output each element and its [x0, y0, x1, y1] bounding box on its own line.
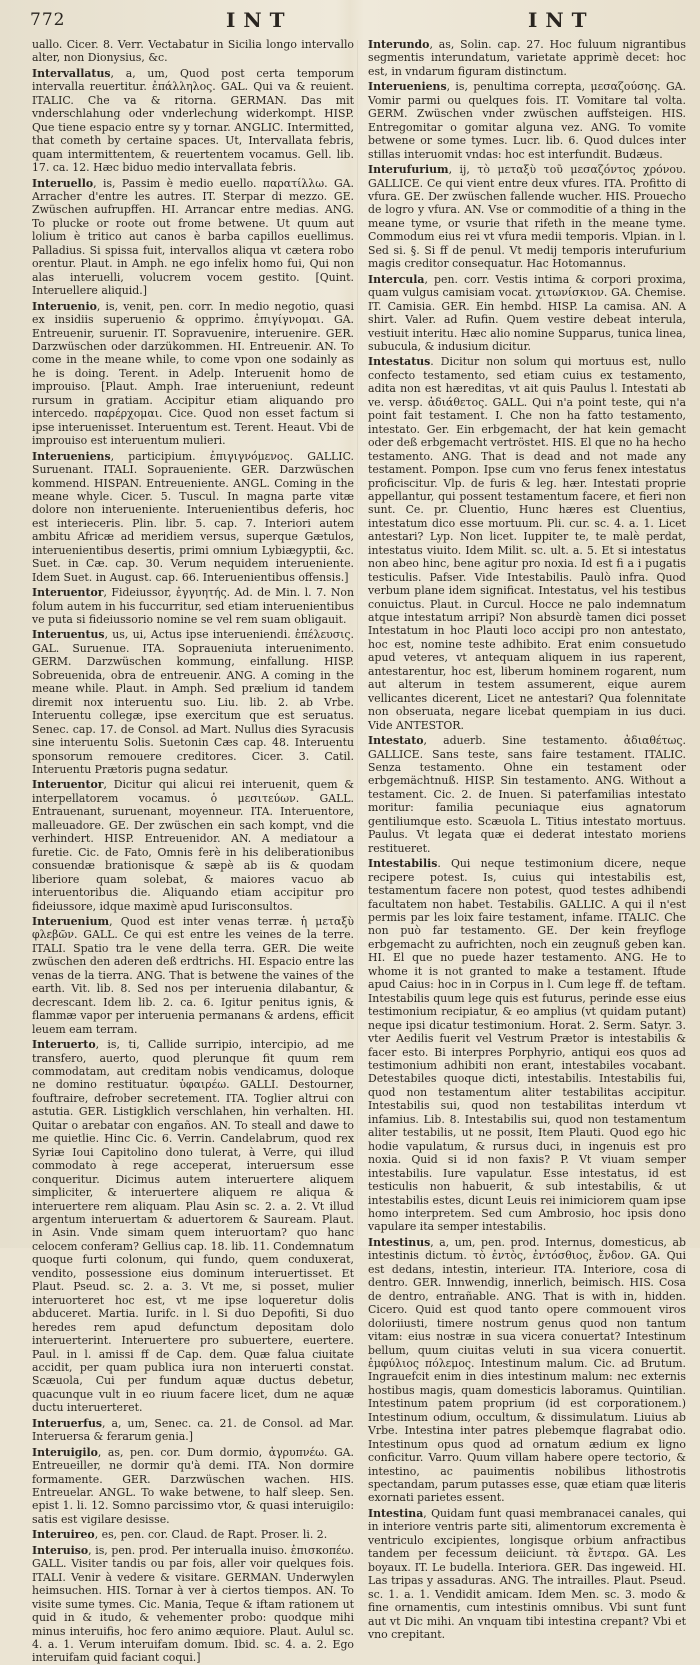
entry-text: , is, ti, Callide surripio, intercipio, ad me transfero, auerto, quod plerunque fit quum rem commodatam, aut creditam nobis vendicamus, doloque ne domino restituatur. ὑφαιρέω. GALLI. Destourner, fouftraire, defrober secretement. ITA. Toglier altrui con astutia. GER. Listigklich verschlahen, hin verhalten. HI. Quitar o arebatar con engaños. AN. To steall and dawe to me quietlie. Hinc Cic. 6. Verrin. Candelabrum, quod rex Syriæ Ioui Capitolino dono tulerat, à Verre, qui illud commodato à rege acceperat, interuersum esse conqueritur. Dicimus autem interuertere aliquem simpliciter, & interuertere aliquem re aliqua & interuertere rem aliquam. Plau Asin sc. 2. a. 2. Vt illud argentum interuertam & aduertorem & Sauream. Plaut. in Asin. Vnde simam quem interuortam? quo hanc celocem conferam? Gellius cap. 18. lib. 11. Condemnatum quoque furti colonum, qui fundo, quem conduxerat, vendito, possessione eius dominum interuertisset. Et Plaut. Pseud. sc. 2. a. 3. Vt me, si posset, mulier interuorteret hoc est, vt me ipse loqueretur dolis abduceret. Martia. Iurifc. in l. Si duo Depofiti, Si duo heredes rem apud defunctum depositam dolo interuerterint. Interuertere pro subuertere, euertere. Paul. in l. amissi ff de Cap. dem. Quæ falua ciuitate accidit, per quam publica iura non interuerti constat. Scæuola, Cui per fundum aquæ ductus debetur, quacunque vult in eo riuum facere licet, dum ne aquæ ductu interuerteret.: [32, 1038, 354, 1415]
dictionary-entry: [368, 1236, 686, 1505]
dictionary-entry: [32, 1544, 354, 1665]
dictionary-entry: [368, 163, 686, 271]
dictionary-entry: [32, 1528, 354, 1541]
dictionary-entry: [32, 1038, 354, 1415]
dictionary-entry: [32, 450, 354, 585]
entry-text: , ij, τὸ μεταξὺ τοῦ μεσαζόντος χρόνου. GALLICE. Ce qui vient entre deux vfures. ITA. Profitto di vfura. GE. Der zwüschen fallende wucher. HIS. Prouecho de logro y vfura. AN. Vse or commoditie of a thing in the meane tyme, or vsurie that rifeth in the meane tyme. Commodum eius rei vt vfura medii temporis. Vlpian. in l. Sed si. §. Si ff de penul. Vt medij temporis interufurium magis creditor consequatur. Hac Hotomannus.: [368, 163, 686, 271]
dictionary-entry: [32, 1417, 354, 1444]
dictionary-entry: [368, 734, 686, 855]
entry-text: , participium. ἐπιγιγνόμενος. GALLIC. Suruenant. ITALI. Sopraueniente. GER. Darzwüschen kommend. HISPAN. Entreueniente. ANGL. Coming in the meane whyle. Cicer. 5. Tuscul. In magna parte vitæ dolore non interueniente. Interuenientibus deferis, hoc est interieceris. Plin. libr. 5. cap. 7. Interiori autem ambitu Africæ ad meridiem versus, superque Gætulos, interuenientibus desertis, primi omnium Lybiægyptii, &c. Suet. in Cæ. cap. 30. Verum nequidem interueniente. Idem Suet. in August. cap. 66. Interuenientibus offensis.]: [32, 449, 354, 584]
dictionary-entry: [368, 355, 686, 732]
entry-text: . Dicitur non solum qui mortuus est, nullo confecto testamento, sed etiam cuius ex testamento, adita non est hæreditas, vt ait quis Paulus l. Intestati ab ve. versp. ἀδιάθετος. GALL. Qui n'a point teste, qui n'a point fait testament. I. Che non ha fatto testamento, intestato. Ger. Ein erbgemacht, der hat kein gemacht oder deß erbgemacht vertröstet. HIS. El que no ha hecho testamento. ANG. That is dead and not made any testament. Pompon. Ipse cum vno ferus fenex intestatus proficiscitur. Vlp. de furis & leg. hær. Intestati proprie appellantur, qui possent testamentum facere, et fieri non sunt. Ce. pr. Cluentio, Hunc hæres est Cluentius, intestatum dico esse mortuum. Pli. cur. sc. 4. a. 1. Licet antestari? Lyp. Non licet. Iuppiter te, te malè perdat, intestatus viuito. Idem Milit. sc. ult. a. 5. Et si intestatus non abeo hinc, bene agitur pro noxia. Id est fi a i pugatis testiculis. Pafser. Vide Intestabilis. Paulò infra. Quod verbum plane idem significat. Intestatus, vel his testibus conuictus. Plaut. in Curcul. Hocce ne palo indemnatum atque intestatum arripi? Non absurdè tamen dici posset Intestatum in hoc Plauti loco accipi pro non antestato, hoc est, nomine teste adhibito. Erat enim consuetudo apud veteres, vt antequam aliquem in ius raperent, antestarentur, hoc est, liberum hominem rogarent, num aut alterum in testem assumerent, eique aurem vellicantes dicerent, Licet ne antestari? Qua folennitate non obseruata, negare licebat quempiam in ius duci. Vide ANTESTOR.: [368, 355, 686, 732]
dictionary-entry: [368, 38, 686, 78]
entry-headword: Interundo: [368, 38, 430, 51]
entry-text: , pen. corr. Vestis intima & corpori proxima, quam vulgus camisiam vocat. χιτωνίσκιον. GA. Chemise. IT. Camisia. GER. Ein hembd. HISP. La camisa. AN. A shirt. Valer. ad Rufin. Quem vestire debeat interula, vestiuit interitu. Hæc alio nomine Supparus, tunica linea, subucula, & indusium dicitur.: [368, 272, 686, 353]
entry-text: , is, pen. prod. Per interualla inuiso. ἐπισκοπέω. GALL. Visiter tandis ou par fois, aller voir quelques fois. ITALI. Venir à vedere & visitare. GERMAN. Underwylen heimsuchen. HIS. Tornar à ver à ciertos tiempos. AN. To visite sume tymes. Cic. Mania, Teque & iftam rationem ut quid in & itudo, & vehementer probo: quodque mihi minus interuifis, hoc fero animo æquiore. Plaut. Aulul sc. 4. a. 1. Verum interuifam domum. Ibid. sc. 4. a. 2. Ego interuifam quid faciant coqui.]: [32, 1543, 354, 1665]
entry-headword: Intestato: [368, 734, 424, 748]
entry-text: , us, ui, Actus ipse interueniendi. ἐπέλευσις. GAL. Suruenue. ITA. Sopraueniuta interuenimento. GERM. Darzwüschen kommung, einfallung. HISP. Sobreuenida, obra de entreuenir. ANG. A coming in the meane while. Plaut. in Amph. Sed prælium id tandem diremit nox interuentu suo. Liu. lib. 2. ab Vrbe. Interuentu collegæ, ipse exercitum que est seruatus. Senec. cap. 17. de Consol. ad Mart. Nullus dies Syracusis sine interuentu Solis. Suetonin Cæs cap. 48. Interuentu sponsorum remouere creditores. Cicer. 3. Catil. Interuentu Prætoris pugna sedatur.: [32, 628, 354, 777]
entry-headword: Intestina: [368, 1506, 424, 1520]
entry-headword: Interuerfus: [32, 1416, 103, 1430]
entry-headword: Interuenium: [32, 915, 110, 928]
running-head-right: INT: [528, 8, 595, 32]
entry-text: , is, Passim è medio euello. παρατίλλω. GA. Arracher d'entre les autres. IT. Sterpar di mezzo. GE. Zwüschen aufrupffen. HI. Arrancar entre medias. ANG. To plucke or roote out frome betwene. Ut quum aut lolium è tritico aut canos è barba capillos euellimus. Palladius. Si spissa fuit, intervallos aliqua vt cætera robo orentur. Plaut. in Amph. ne ego infelix homo fui, Qui non alas interuelli, volucrem vocem gestito. [Quint. Interuellere aliquid.]: [32, 176, 354, 298]
dictionary-entry: [32, 1446, 354, 1527]
entry-headword: Interuentor: [32, 586, 104, 600]
dictionary-entry: [32, 67, 354, 175]
entry-headword: Interuerto: [32, 1038, 96, 1052]
dictionary-entry: [32, 177, 354, 298]
dictionary-entry: [32, 915, 354, 1036]
entry-headword: Intervallatus: [32, 66, 111, 80]
entry-headword: Interueniens: [368, 80, 447, 94]
entry-text: , a, um, Senec. ca. 21. de Consol. ad Mar. Interuersa & ferarum genia.]: [32, 1416, 354, 1444]
running-head-left: INT: [226, 8, 293, 32]
entry-text: , is, venit, pen. corr. In medio negotio, quasi ex insidiis superuenio & opprimo. ἐπιγίγνομαι. GA. Entreuenir, suruenir. IT. Sopravuenire, interuenire. GER. Darzwüschen oder darzükommen. HI. Entreuenir. AN. To come in the meane while, to come vpon one sodainly as he is doing. Terent. in Adelp. Interuenit homo de improuiso. [Plaut. Amph. Irae interueniunt, redeunt rursum in gratiam. Accipitur etiam aliquando pro intercedo. παρέρχομαι. Cice. Quod non esset factum si ipse interuenisset. Interuentum est. Terent. Heaut. Vbi de improuiso est interuentum mulieri.: [32, 299, 354, 448]
dictionary-entry: [32, 38, 354, 65]
entry-headword: Interuigilo: [32, 1445, 98, 1459]
entry-text: , as, pen. cor. Dum dormio, ἀγρυπνέω. GA. Entreueiller, ne dormir qu'à demi. ITA. Non dormire formamente. GER. Darzwüschen wachen. HIS. Entreuelar. ANGL. To wake betwene, to half sleep. Sen. epist 1. li. 12. Somno parcissimo vtor, & quasi interuigilo: satis est vigilare desisse.: [32, 1445, 354, 1526]
dictionary-entry: [368, 80, 686, 161]
entry-headword: Interuiso: [32, 1543, 89, 1557]
entry-headword: Intestabilis: [368, 857, 438, 871]
entry-headword: Intercula: [368, 272, 425, 286]
entry-text: , Fideiussor, ἐγγυητής. Ad. de Min. l. 7. Non folum autem in his fuccurritur, sed etiam interuenientibus ve puta si fideiussorio nomine se vel rem suam obligauit.: [32, 586, 354, 627]
dictionary-entry: [32, 300, 354, 448]
dictionary-entry: [368, 1507, 686, 1642]
entry-headword: Intestinus: [368, 1235, 431, 1249]
entry-text: , es, pen. cor. Claud. de Rapt. Proser. li. 2.: [94, 1528, 328, 1542]
entry-headword: Interuello: [32, 176, 94, 190]
left-column: [32, 38, 354, 1665]
dictionary-entry: [32, 628, 354, 776]
page-header: [30, 8, 680, 38]
entry-headword: Interuireo: [32, 1528, 95, 1542]
entry-headword: Interuenio: [32, 299, 97, 313]
entry-text: , Dicitur qui alicui rei interuenit, quem & interpellatorem vocamus. ὁ μεσιτεύων. GALL. Entrauenant, suruenant, moyenneur. ITA. Interuentore, malleuadore. GE. Der zwüschen ein sach kompt, vnd die verhindert. HISP. Entreuenidor. AN. A mediatour a furetie. Cic. de Fato, Omnis ferè in his deliberationibus consuendæ brationisque & sæpè ab iis & quodam liberiore quam solebat, & maiores vacuo ab interuentoribus die. Aliquando etiam accipitur pro fideiussore, idque maximè apud Iurisconsultos.: [32, 778, 354, 913]
column-gutter: [357, 40, 358, 1236]
entry-text: , Quod est inter venas terræ. ἡ μεταξὺ φλεβῶν. GALL. Ce qui est entre les veines de la terre. ITALI. Spatio tra le vene della terra. GER. Die weite zwüschen den aderen deß erdtrichs. HI. Espacio entre las venas de la tierra. ANG. That is betwene the vaines of the earth. Vit. lib. 8. Sed nos per interuenia dilabantur, & decrescant. Idem lib. 2. ca. 6. Igitur penitus ignis, & flammæ vapor per interuenia permanans & ardens, efficit leuem eam terram.: [32, 915, 354, 1036]
entry-text: , a, um, Quod post certa temporum intervalla reuertitur. ἐπάλληλος. GAL. Qui va & reuient. ITALIC. Che va & ritorna. GERMAN. Das mit vnderschlahung oder vnderlechung widerkompt. HISP. Que tiene espacio entre sy y tornar. ANGLIC. Intermitted, that cometh by certaine spaces. Ut, Intervallata febris, quam intermittentem, & reuertentem vocamus. Gell. lib. 17. ca. 12. Hæc biduo medio intervallata febris.: [32, 66, 354, 175]
entry-text: , as, Solin. cap. 27. Hoc fuluum nigrantibus segmentis interundatum, varietate apprimè decet: hoc est, in vndarum figuram distinctum.: [368, 38, 686, 78]
entry-text: . Qui neque testimonium dicere, neque recipere potest. Is, cuius qui intestabilis est, testamentum facere non potest, quod testes adhibendi facultatem non habet. Testabilis. GALLIC. A qui il n'est permis par les loix faire testament, infame. ITALIC. Che non può far testamento. GE. Der kein freyfloge erbgemacht zu aufrichten, noch ein zeugnuß geben kan. HI. El que no puede hazer testamento. ANG. He to whome it is not granted to make a testament. Iftude apud Caius: hoc in in Corpus in l. Cum lege ff. de teftam. Intestabilis quum lege quis est futurus, perinde esse eius testimonium recipiatur, & eo amplius (vt quidam putant) neque ipsi dicatur testimonium. Horat. 2. Serm. Satyr. 3. vter Aedilis fuerit vel Vestrum Prætor is intestabilis & facer esto. Bi interpres Porphyrio, antiqui eos quos ad testimonium adhibiti non erant, intestabiles vocabant. Detestabiles quoque dicti, intestabilis. Intestabilis fui, quod non testamentum aliter testabilitas accipitur. Intestabilis sui, quod non testabilitas interdum vt infamius. Lib. 8. Intestabilis sui, quod non testamentum aliter testabilis, ut ne possit, Item Plauti. Quod ego hic hodie vapulatum, & rursus duci, in ingenuis est pro noxia. Quid si id non faxis? P. Vt viuam semper intestabilis. Iure vapulatur. Esse intestatus, id est testiculis non habuerit, & sub intestabilis, & ut intestabilis estes, dicunt Leuis rei inimiciorem quam ipse homo interpretem. Sed cum Ambrosio, hoc ipsis dono vapulare ita semper intestabilis.: [368, 857, 686, 1234]
dictionary-entry: [32, 778, 354, 913]
page-number: 772: [30, 10, 66, 30]
entry-headword: Interueniens: [32, 449, 111, 463]
entry-text: , Quidam funt quasi membranacei canales, qui in interiore ventris parte siti, alimentorum excrementa è ventriculo excipientes, longisque orbium anfractibus tandem per fecessum deiiciunt. τὰ ἔντερα. GA. Les boyaux. IT. Le budella. Interiora. GER. Das ingeweid. HI. Las tripas y assaduras. ANG. The intrailles. Plaut. Pseud. sc. 1. a. 1. Vendidit amicam. Idem Men. sc. 3. modo & fine ornamentis, cum intestinis omnibus. Vbi sunt funt aut vt Dic mihi. An vnquam tibi intestina crepant? Vbi et vno crepitant.: [368, 1506, 686, 1642]
entry-text: , is, penultima correpta, μεσαζούσης. GA. Vomir parmi ou quelques fois. IT. Vomitare tal volta. GERM. Zwüschen vnder zwüschen auffsteigen. HIS. Entregomitar o gomitar alguna vez. ANG. To vomite betwene or some tymes. Lucr. lib. 6. Quod dulces inter stillas interuomit vndas: hoc est interfundit. Budæus.: [368, 80, 686, 161]
entry-headword: Intestatus: [368, 355, 431, 369]
entry-text: uallo. Cicer. 8. Verr. Vectabatur in Sicilia longo intervallo alter, non Dionysius, &c.: [32, 38, 354, 65]
entry-headword: Interuentus: [32, 628, 105, 642]
entry-text: , a, um, pen. prod. Internus, domesticus, ab intestinis dictum. τὸ ἐντὸς, ἐντόσθιος, ἔνδον. GA. Qui est dedans, intestin, interieur. ITA. Interiore, cosa di dentro. GER. Innwendig, innerlich, beimisch. HIS. Cosa de dentro, entrañable. ANG. That is with in, hidden. Cicero. Quid est quod tanto opere commouent viros doloriiusti, timere nostrum genus quod non tantum vitam: eius nostræ in sua vicera conuertat? Intestinum bellum, quum ciuitas veluti in sua vicera conuertit. ἐμφύλιος πόλεμος. Intestinum malum. Cic. ad Brutum. Ingrauefcit enim in dies intestinum malum: nec externis hostibus magis, quam domesticis laboramus. Quintilian. Intestinum patem proprium (id est corporationem.) Intestinum odium, occultum, & dissimulatum. Liuius ab Vrbe. Intestina inter patres plebemque flagrabat odio. Intestinum opus quod ad ornatum ædium ex ligno conficitur. Varro. Quum villam habere opere tectorio, & intestino, ac pauimentis nobilibus lithostrotis spectandam, parum putasses esse, quæ etiam quæ literis exornati parietes essent.: [368, 1235, 686, 1505]
right-column: [368, 38, 686, 1642]
entry-headword: Interuentor: [32, 778, 104, 792]
entry-headword: Interufurium: [368, 163, 449, 177]
dictionary-entry: [32, 586, 354, 626]
dictionary-entry: [368, 857, 686, 1234]
entry-text: , aduerb. Sine testamento. ἀδιαθέτως. GALLICE. Sans teste, sans faire testament. ITALIC. Senza testamento. Ohne ein testament oder erbgemächtnuß. HISP. Sin testamento. ANG. Without a testament. Cic. 2. de Inuen. Si paterfamilias intestato moritur: familia pecuniaque eius agnatorum gentiliumque esto. Scæuola L. Titius intestato mortuus. Paulus. Vt legata quæ ei dederat intestato moriens restitueret.: [368, 734, 686, 855]
dictionary-entry: [368, 273, 686, 354]
